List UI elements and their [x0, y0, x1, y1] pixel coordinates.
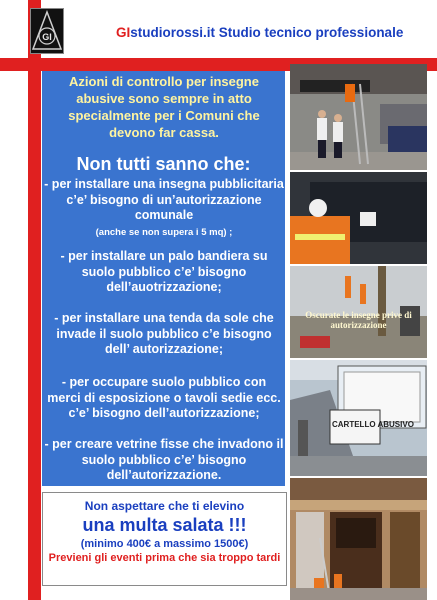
- sign-label: CARTELLO ABUSIVO: [332, 420, 414, 429]
- warning-line-3: (minimo 400€ a massimo 1500€): [80, 538, 249, 550]
- item-insegna: [44, 177, 284, 240]
- tagline: Studio tecnico professionale: [218, 25, 404, 40]
- warning-line-4: Previeni gli eventi prima che sia troppo tardi: [48, 552, 281, 564]
- gi-logo-icon: [30, 8, 64, 54]
- item-suolo: - per occupare suolo pubblico con merci di esposizione o tavoli sedie ecc. c’e’ bisogno dell’autorizzazione;: [47, 375, 281, 420]
- item-vetrine: - per creare vetrine fisse che invadono il suolo pubblico c’e’ bisogno dell’autorizzazione.: [44, 437, 284, 482]
- site-header: [116, 25, 403, 40]
- warning-line-1: Non aspettare che ti elevino: [84, 499, 245, 513]
- photo-street-workers: [290, 266, 427, 358]
- item-tenda: - per installare una tenda da sole che invade il suolo pubblico c’e bisogno dell’ autorizzazione;: [54, 311, 274, 356]
- photo-police-ladder: [290, 64, 427, 170]
- brand-domain: studiorossi.it: [130, 25, 216, 40]
- photo-abusive-sign: [290, 360, 427, 476]
- headline: Non tutti sanno che:: [76, 154, 251, 174]
- photo-shop-window: [290, 478, 427, 600]
- fine-warning-box: [42, 492, 287, 586]
- item-note: (anche se non supera i 5 mq) ;: [95, 226, 233, 238]
- photo-caption: Oscurate le insegne prive di autorizzazione: [305, 310, 412, 330]
- red-vertical-bar: [28, 0, 41, 600]
- item-text: - per installare una insegna pubblicitaria c’e’ bisogno di un’autorizzazione comunale: [44, 177, 284, 222]
- brand-gi: GI: [116, 25, 131, 40]
- warning-line-2: una multa salata !!!: [82, 515, 247, 535]
- photo-column: [290, 64, 427, 600]
- logo-text: GI: [42, 32, 52, 42]
- photo-covering-sign: [290, 172, 427, 264]
- item-palo-bandiera: - per installare un palo bandiera su suolo pubblico c’e’ bisogno dell’auotrizzazione;: [60, 249, 268, 294]
- info-panel: [42, 71, 285, 486]
- intro-text: Azioni di controllo per insegne abusive sono sempre in atto specialmente per i Comuni che devono far cassa.: [68, 74, 260, 140]
